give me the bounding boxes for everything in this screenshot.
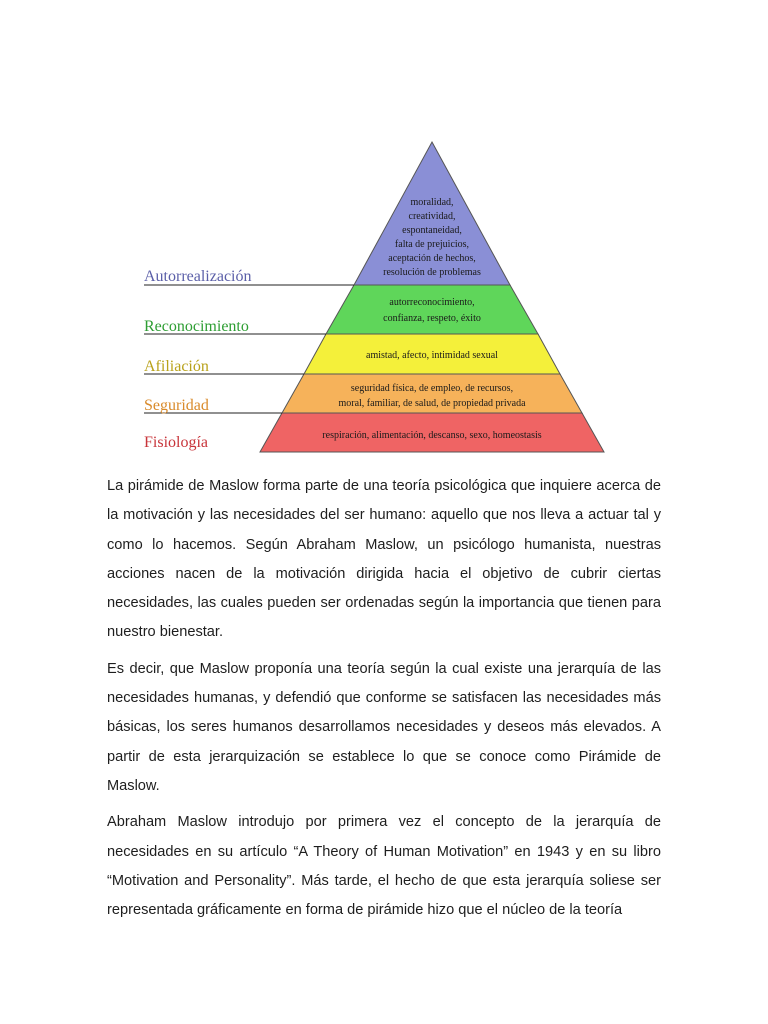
pyramid-level-reconocimiento	[326, 285, 538, 334]
level-name-reconocimiento: Reconocimiento	[144, 318, 249, 335]
level5-line: respiración, alimentación, descanso, sexo, homeostasis	[322, 430, 542, 441]
level-name-autorrealizacion: Autorrealización	[144, 268, 252, 285]
paragraph-2: Es decir, que Maslow proponía una teoría según la cual existe una jerarquía de las necesidades humanas, y defendió que conforme se satisfacen las necesidades más básicas, los seres humanos desarrollamos necesidades y deseos más elevados. A partir de esta jerarquización se establece lo que se conoce como Pirámide de Maslow.	[107, 660, 661, 794]
level-name-fisiologia: Fisiología	[144, 434, 209, 451]
maslow-pyramid-figure	[118, 134, 648, 460]
level1-line: espontaneidad,	[402, 225, 462, 236]
level4-line: moral, familiar, de salud, de propiedad privada	[338, 398, 526, 409]
paragraph-1: La pirámide de Maslow forma parte de una teoría psicológica que inquiere acerca de la motivación y las necesidades del ser humano: aquello que nos lleva a actuar tal y como lo hacemos. Según Abraham Maslow, un psicólogo humanista, nuestras acciones nacen de la motivación dirigida hacia el objetivo de cubrir ciertas necesidades, las cuales pueden ser ordenadas según la importancia que tienen para nuestro bienestar.	[107, 478, 661, 641]
level1-line: aceptación de hechos,	[388, 253, 476, 264]
level2-line: autorreconocimiento,	[389, 297, 475, 308]
level1-line: moralidad,	[410, 197, 454, 208]
level2-line: confianza, respeto, éxito	[383, 313, 481, 324]
pyramid-svg	[118, 134, 648, 460]
level1-line: resolución de problemas	[383, 267, 481, 278]
level1-line: falta de prejuicios,	[394, 239, 470, 250]
paragraph-3: Abraham Maslow introdujo por primera vez el concepto de la jerarquía de necesidades en su artículo “A Theory of Human Motivation” en 1943 y en su libro “Motivation and Personality”. Más tarde, el hecho de que esta jerarquía soliese ser representada gráficamente en forma de pirámide hizo que el núcleo de la teoría	[107, 814, 661, 919]
level3-line: amistad, afecto, intimidad sexual	[366, 350, 498, 361]
level4-line: seguridad física, de empleo, de recursos,	[350, 383, 514, 394]
document-body	[107, 472, 661, 925]
level-name-seguridad: Seguridad	[144, 397, 209, 414]
level1-line: creatividad,	[408, 211, 456, 222]
level-name-afiliacion: Afiliación	[144, 358, 209, 375]
